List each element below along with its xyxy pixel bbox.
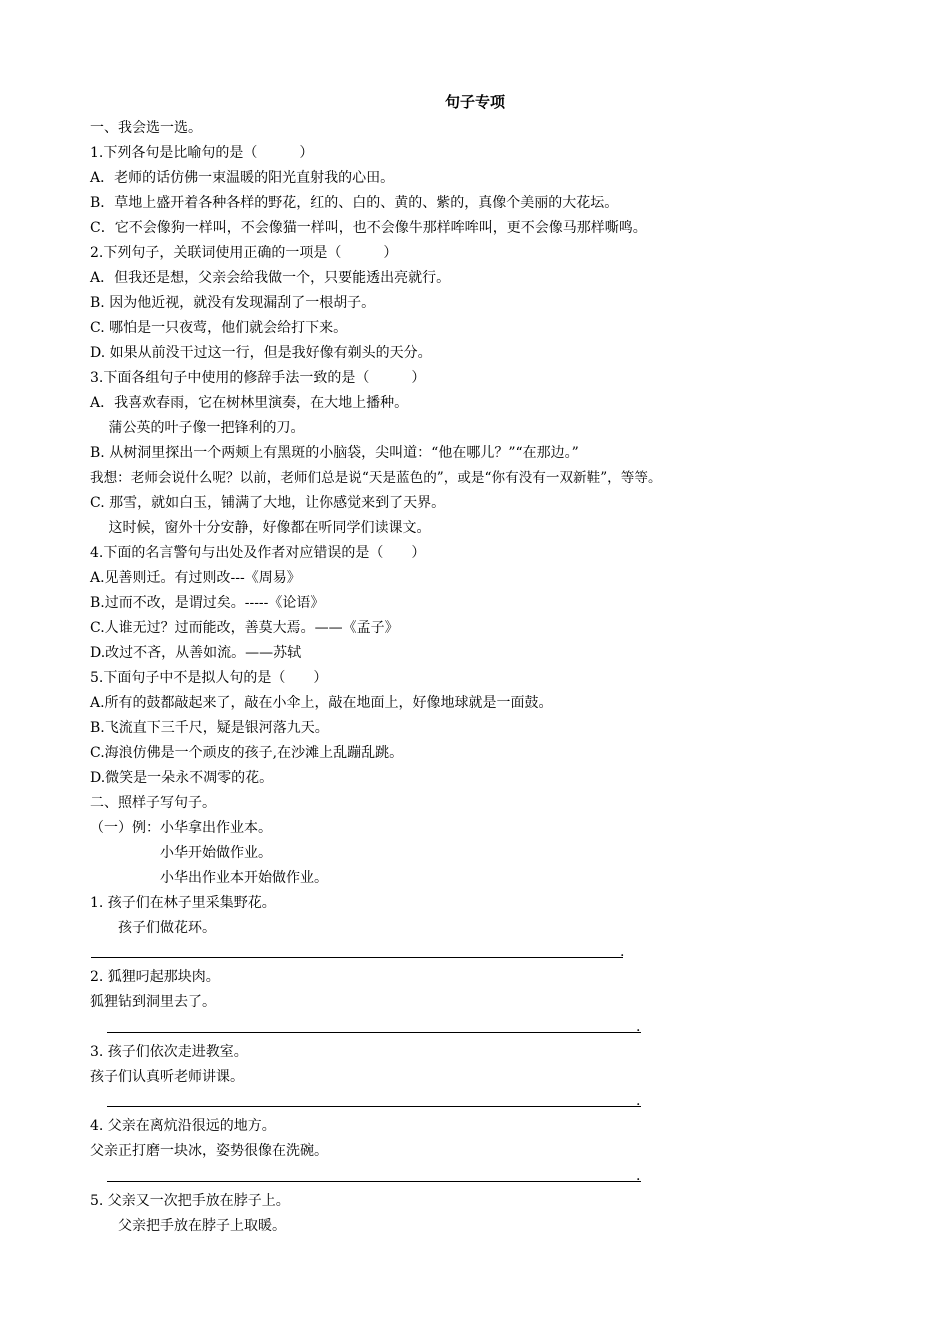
exercise-5-line-1: 5. 父亲又一次把手放在脖子上。 — [90, 1193, 290, 1209]
exercise-2-line-1: 2. 狐狸叼起那块肉。 — [90, 969, 220, 985]
question-4: 4.下面的名言警句与出处及作者对应错误的是（ ） — [90, 545, 426, 561]
q3-option-b: B. 从树洞里探出一个两颊上有黑斑的小脑袋，尖叫道：“他在哪儿？”“在那边。” — [90, 445, 579, 461]
exercise-2-line-2: 狐狸钻到洞里去了。 — [90, 994, 216, 1010]
section-heading-choose: 一、我会选一选。 — [90, 120, 202, 136]
q4-option-a: A.见善则迁。有过则改---《周易》 — [90, 570, 301, 586]
section-heading-rewrite: 二、照样子写句子。 — [90, 795, 216, 811]
exercise-3-line-2: 孩子们认真听老师讲课。 — [90, 1069, 244, 1085]
q1-option-a: A．老师的话仿佛一束温暖的阳光直射我的心田。 — [90, 170, 395, 186]
q3-option-b-line2: 我想：老师会说什么呢？以前，老师们总是说“天是蓝色的”，或是“你有没有一双新鞋”，等等。 — [90, 470, 662, 486]
q3-option-c: C. 那雪，就如白玉，铺满了大地，让你感觉来到了天界。 — [90, 495, 446, 511]
q5-option-c: C.海浪仿佛是一个顽皮的孩子,在沙滩上乱蹦乱跳。 — [90, 745, 404, 761]
exercise-1-end-dot: . — [620, 944, 625, 960]
q4-option-c: C.人谁无过？过而能改，善莫大焉。——《孟子》 — [90, 620, 399, 636]
question-2: 2.下列句子，关联词使用正确的一项是（ ） — [90, 245, 398, 261]
example-line-2: 小华开始做作业。 — [90, 845, 272, 861]
q5-option-b: B.飞流直下三千尺，疑是银河落九天。 — [90, 720, 329, 736]
exercise-1-line-2: 孩子们做花环。 — [90, 920, 216, 936]
exercise-1-answer-line[interactable] — [91, 957, 623, 958]
exercise-1-line-1: 1. 孩子们在林子里采集野花。 — [90, 895, 276, 911]
question-3: 3.下面各组句子中使用的修辞手法一致的是（ ） — [90, 370, 426, 386]
exercise-2-answer-line[interactable] — [107, 1032, 641, 1033]
q1-option-b: B．草地上盛开着各种各样的野花，红的、白的、黄的、紫的，真像个美丽的大花坛。 — [90, 195, 619, 211]
q2-option-b: B. 因为他近视，就没有发现漏刮了一根胡子。 — [90, 295, 376, 311]
q5-option-a: A.所有的鼓都敲起来了，敲在小伞上，敲在地面上，好像地球就是一面鼓。 — [90, 695, 553, 711]
exercise-5-line-2: 父亲把手放在脖子上取暖。 — [90, 1218, 286, 1234]
q3-option-a-line2: 蒲公英的叶子像一把锋利的刀。 — [90, 420, 305, 436]
question-1: 1.下列各句是比喻句的是（ ） — [90, 145, 314, 161]
q4-option-b: B.过而不改，是谓过矣。-----《论语》 — [90, 595, 325, 611]
q4-option-d: D.改过不吝，从善如流。——苏轼 — [90, 645, 302, 661]
q1-option-c: C．它不会像狗一样叫，不会像猫一样叫，也不会像牛那样哞哞叫，更不会像马那样嘶鸣。 — [90, 220, 647, 236]
example-line-3: 小华出作业本开始做作业。 — [90, 870, 328, 886]
q2-option-d: D. 如果从前没干过这一行，但是我好像有剃头的天分。 — [90, 345, 432, 361]
q2-option-c: C. 哪怕是一只夜莺，他们就会给打下来。 — [90, 320, 348, 336]
exercise-3-answer-line[interactable] — [107, 1106, 641, 1107]
example-line-1: （一）例：小华拿出作业本。 — [90, 820, 272, 836]
exercise-3-line-1: 3. 孩子们依次走进教室。 — [90, 1044, 248, 1060]
exercise-4-line-1: 4. 父亲在离炕沿很远的地方。 — [90, 1118, 276, 1134]
exercise-4-line-2: 父亲正打磨一块冰，姿势很像在洗碗。 — [90, 1143, 328, 1159]
q2-option-a: A．但我还是想，父亲会给我做一个，只要能透出亮就行。 — [90, 270, 451, 286]
q5-option-d: D.微笑是一朵永不凋零的花。 — [90, 770, 274, 786]
q3-option-a: A．我喜欢春雨，它在树林里演奏，在大地上播种。 — [90, 395, 409, 411]
exercise-3-end-dot: . — [636, 1093, 641, 1109]
page-title: 句子专项 — [444, 93, 505, 111]
exercise-4-end-dot: . — [636, 1168, 641, 1184]
exercise-4-answer-line[interactable] — [107, 1181, 641, 1182]
question-5: 5.下面句子中不是拟人句的是（ ） — [90, 670, 328, 686]
exercise-2-end-dot: . — [636, 1019, 641, 1035]
q3-option-c-line2: 这时候，窗外十分安静，好像都在听同学们读课文。 — [90, 520, 431, 536]
